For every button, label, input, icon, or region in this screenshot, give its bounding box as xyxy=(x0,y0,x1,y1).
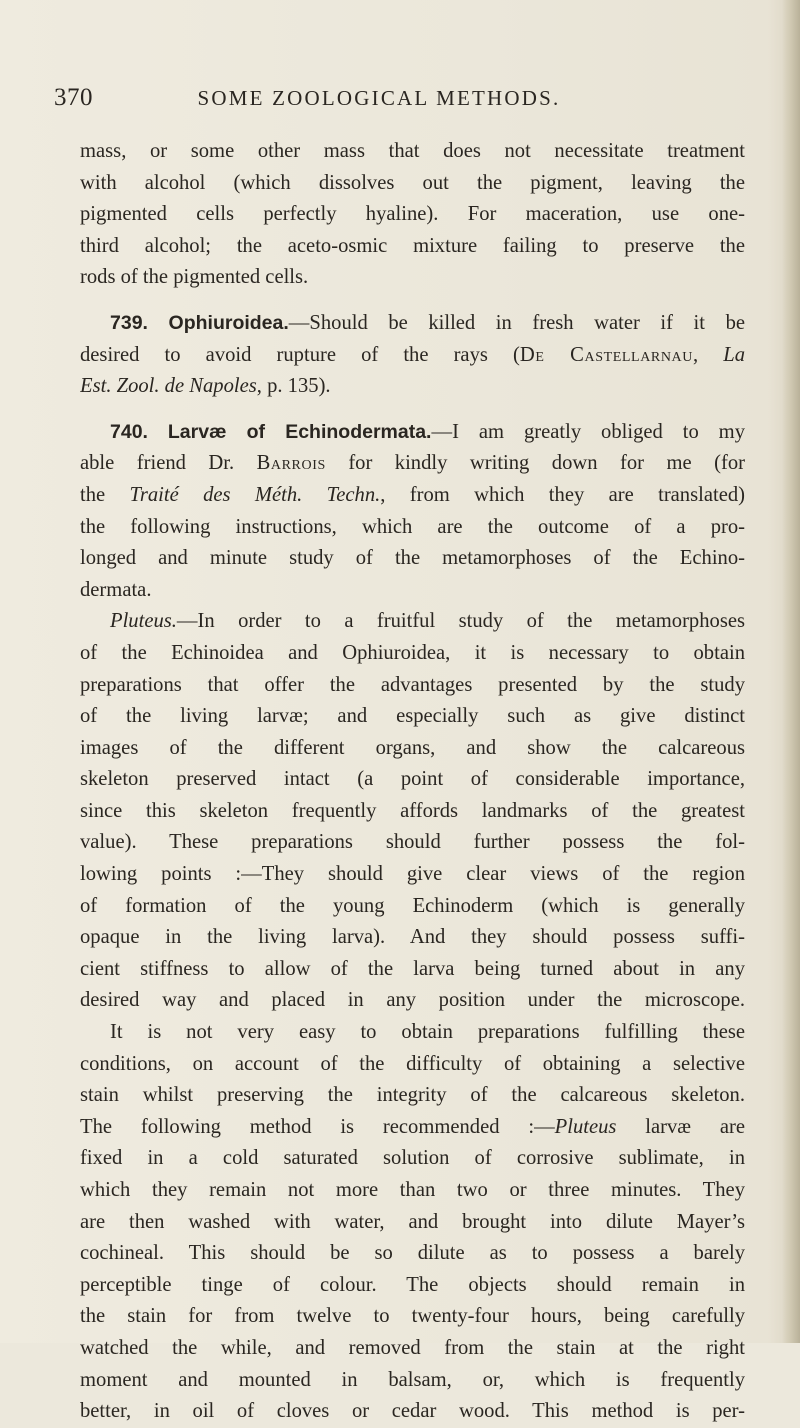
text-line: since this skeleton frequently affords landmarks of the greatest xyxy=(80,799,745,822)
page-header xyxy=(54,84,744,114)
section-heading: Ophiuroidea. xyxy=(168,311,289,334)
text-line: Est. Zool. de Napoles, p. 135). xyxy=(80,375,331,398)
text-line: the stain for from twelve to twenty-four hours, being carefully xyxy=(80,1305,745,1328)
author-name: De Castellarnau xyxy=(519,343,693,366)
text-line: value). These preparations should further possess the fol- xyxy=(80,831,745,854)
text-line: are then washed with water, and brought into dilute Mayer’s xyxy=(80,1210,745,1233)
text-line: desired way and placed in any position under the microscope. xyxy=(80,989,745,1012)
text-line: mass, or some other mass that does not necessitate treatment xyxy=(80,140,745,162)
author-name: Barrois xyxy=(256,452,326,475)
citation-title: Traité des Méth. Techn. xyxy=(129,483,381,506)
text-line: preparations that offer the advantages presented by the study xyxy=(80,673,745,696)
text-line: third alcohol; the aceto-osmic mixture failing to preserve the xyxy=(80,234,745,257)
text-line: stain whilst preserving the integrity of the calcareous skeleton. xyxy=(80,1084,745,1107)
section-number: 740. xyxy=(110,420,148,443)
text-line: images of the different organs, and show the calcareous xyxy=(80,736,745,759)
text-line: rods of the pigmented cells. xyxy=(80,266,309,289)
text-line: longed and minute study of the metamorphoses of the Echino- xyxy=(80,547,745,570)
text-line: cochineal. This should be so dilute as to possess a barely xyxy=(80,1242,745,1265)
section-739-line: 739. Ophiuroidea.—Should be killed in fresh water if it be xyxy=(110,311,745,334)
text-line: able friend Dr. Barrois for kindly writing down for me (for xyxy=(80,452,745,475)
term-pluteus: Pluteus xyxy=(554,1115,617,1138)
text-line: conditions, on account of the difficulty of obtaining a selective xyxy=(80,1052,745,1075)
paragraph-gap xyxy=(80,403,745,417)
body-text xyxy=(80,136,745,1428)
text-line: the following instructions, which are the outcome of a pro- xyxy=(80,515,745,538)
text-line: It is not very easy to obtain preparations fulfilling these xyxy=(110,1021,745,1044)
text-line: moment and mounted in balsam, or, which is frequently xyxy=(80,1368,745,1391)
page-number: 370 xyxy=(54,84,93,111)
text-line: of the living larvæ; and especially such as give distinct xyxy=(80,705,745,728)
page-edge-shadow xyxy=(782,0,800,1343)
text-line: watched the while, and removed from the stain at the right xyxy=(80,1336,745,1359)
text-line: with alcohol (which dissolves out the pigment, leaving the xyxy=(80,171,745,194)
text-line: desired to avoid rupture of the rays (De Castellarnau, La xyxy=(80,343,745,366)
section-740-line: 740. Larvæ of Echinodermata.—I am greatly obliged to my xyxy=(110,420,745,443)
text-line: dermata. xyxy=(80,578,152,601)
text-line: of the Echinoidea and Ophiuroidea, it is necessary to obtain xyxy=(80,641,745,664)
running-head: SOME ZOOLOGICAL METHODS. xyxy=(197,86,561,110)
text-line: The following method is recommended :—Pluteus larvæ are xyxy=(80,1115,745,1138)
pluteus-paragraph-start: Pluteus.—In order to a fruitful study of the metamorphoses xyxy=(110,610,745,633)
citation-title: La xyxy=(723,343,745,366)
section-number: 739. xyxy=(110,311,148,334)
text-line: the Traité des Méth. Techn., from which they are translated) xyxy=(80,483,745,506)
text-line: cient stiffness to allow of the larva being turned about in any xyxy=(80,957,745,980)
text-line: opaque in the living larva). And they should possess suffi- xyxy=(80,926,745,949)
text-line: pigmented cells perfectly hyaline). For maceration, use one- xyxy=(80,203,745,226)
text-line: of formation of the young Echinoderm (which is generally xyxy=(80,894,745,917)
text-line: skeleton preserved intact (a point of considerable importance, xyxy=(80,768,745,791)
paragraph-gap xyxy=(80,294,745,308)
text-line: fixed in a cold saturated solution of corrosive sublimate, in xyxy=(80,1147,745,1170)
citation-title: Est. Zool. de Napoles xyxy=(80,375,257,398)
text-line: perceptible tinge of colour. The objects should remain in xyxy=(80,1273,745,1296)
subheading-pluteus: Pluteus. xyxy=(110,610,177,633)
text-line: better, in oil of cloves or cedar wood. This method is per- xyxy=(80,1400,745,1423)
section-heading: Larvæ of Echinodermata. xyxy=(167,420,432,443)
text-line: lowing points :—They should give clear views of the region xyxy=(80,863,745,886)
text-line: which they remain not more than two or three minutes. They xyxy=(80,1179,745,1201)
